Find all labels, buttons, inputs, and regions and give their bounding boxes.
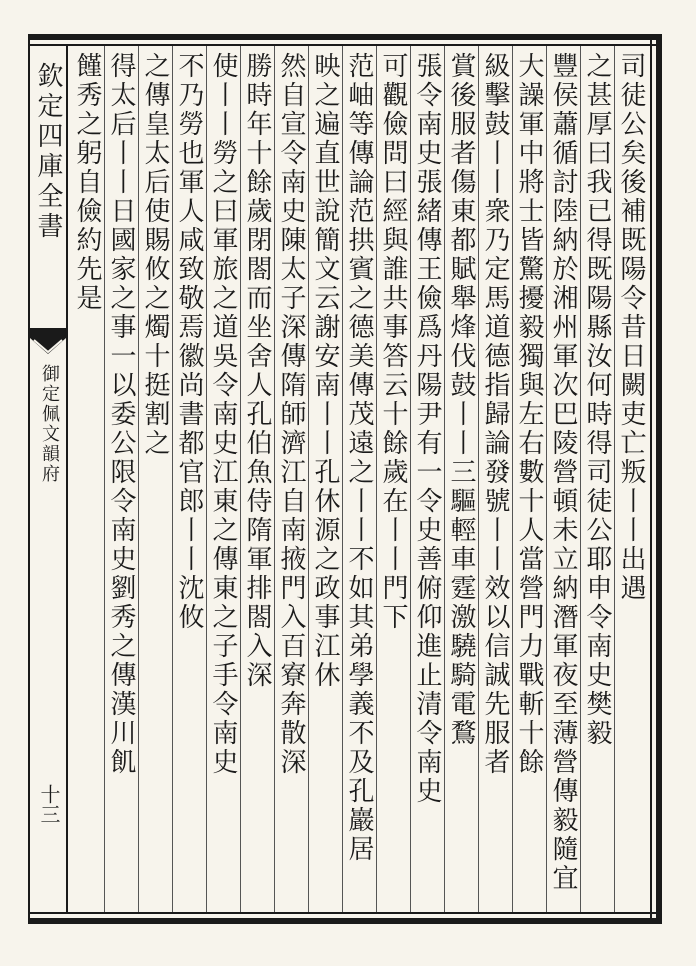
text-column: 勝時年十餘歲閉閤而坐舍人孔伯魚侍隋軍排閤入深 <box>242 52 272 690</box>
text-column: 賞後服者傷東都賦舉烽伐鼓丨丨三驅輕車霆激驍騎電鶩 <box>446 52 476 748</box>
margin-work-title: 御定佩文韻府 <box>39 364 60 484</box>
margin-column <box>30 46 66 912</box>
frame-top-border <box>28 34 662 40</box>
text-column: 之傳皇太后使賜攸之燭十挺割之 <box>140 52 170 458</box>
text-column: 張令南史張緒傳王儉爲丹陽尹有一令史善俯仰進止清令南史 <box>412 52 442 806</box>
frame-top-inner-border <box>28 44 662 46</box>
frame-right-inner-border <box>650 34 652 924</box>
text-column: 饉秀之躬自儉約先是 <box>72 52 102 313</box>
text-column: 豐侯蕭循討陸納於湘州軍次巴陵營頓未立納潛軍夜至薄營傳毅隨宜 <box>548 52 578 893</box>
text-column: 映之遍直世說簡文云謝安南丨丨孔休源之政事江休 <box>310 52 340 690</box>
text-column: 級擊鼓丨丨衆乃定馬道德指歸論發號丨丨效以信誠先服者 <box>480 52 510 777</box>
text-column: 之甚厚曰我已得既陽縣汝何時得司徒公耶申令南史樊毅 <box>582 52 612 748</box>
text-column: 可觀儉問曰經與誰共事答云十餘歲在丨丨門下 <box>378 52 408 632</box>
margin-book-title: 欽定四庫全書 <box>33 62 63 242</box>
text-column: 司徒公矣後補既陽令昔日闕吏亡叛丨丨出遇 <box>616 52 646 603</box>
frame-right-border <box>656 34 662 924</box>
text-column: 然自宣令南史陳太子深傳隋師濟江自南掖門入百寮奔散深 <box>276 52 306 777</box>
margin-page-number: 十三 <box>37 784 61 824</box>
frame-bottom-inner-border <box>28 912 662 914</box>
text-column: 范岫等傳論范拱賓之德美傳茂遠之丨丨不如其弟學義不及孔巖居 <box>344 52 374 864</box>
text-column: 使丨丨勞之曰軍旅之道吳令南史江東之傳東之子手令南史 <box>208 52 238 777</box>
frame-bottom-border <box>28 918 662 924</box>
text-column: 不乃勞也軍人咸致敬焉徽尚書都官郎丨丨沈攸 <box>174 52 204 632</box>
text-column: 得太后丨丨日國家之事一以委公限令南史劉秀之傳漢川飢 <box>106 52 136 777</box>
text-column: 大譟軍中將士皆驚擾毅獨與左右數十人當營門力戰斬十餘 <box>514 52 544 777</box>
fishtail-mark-icon <box>30 328 66 356</box>
